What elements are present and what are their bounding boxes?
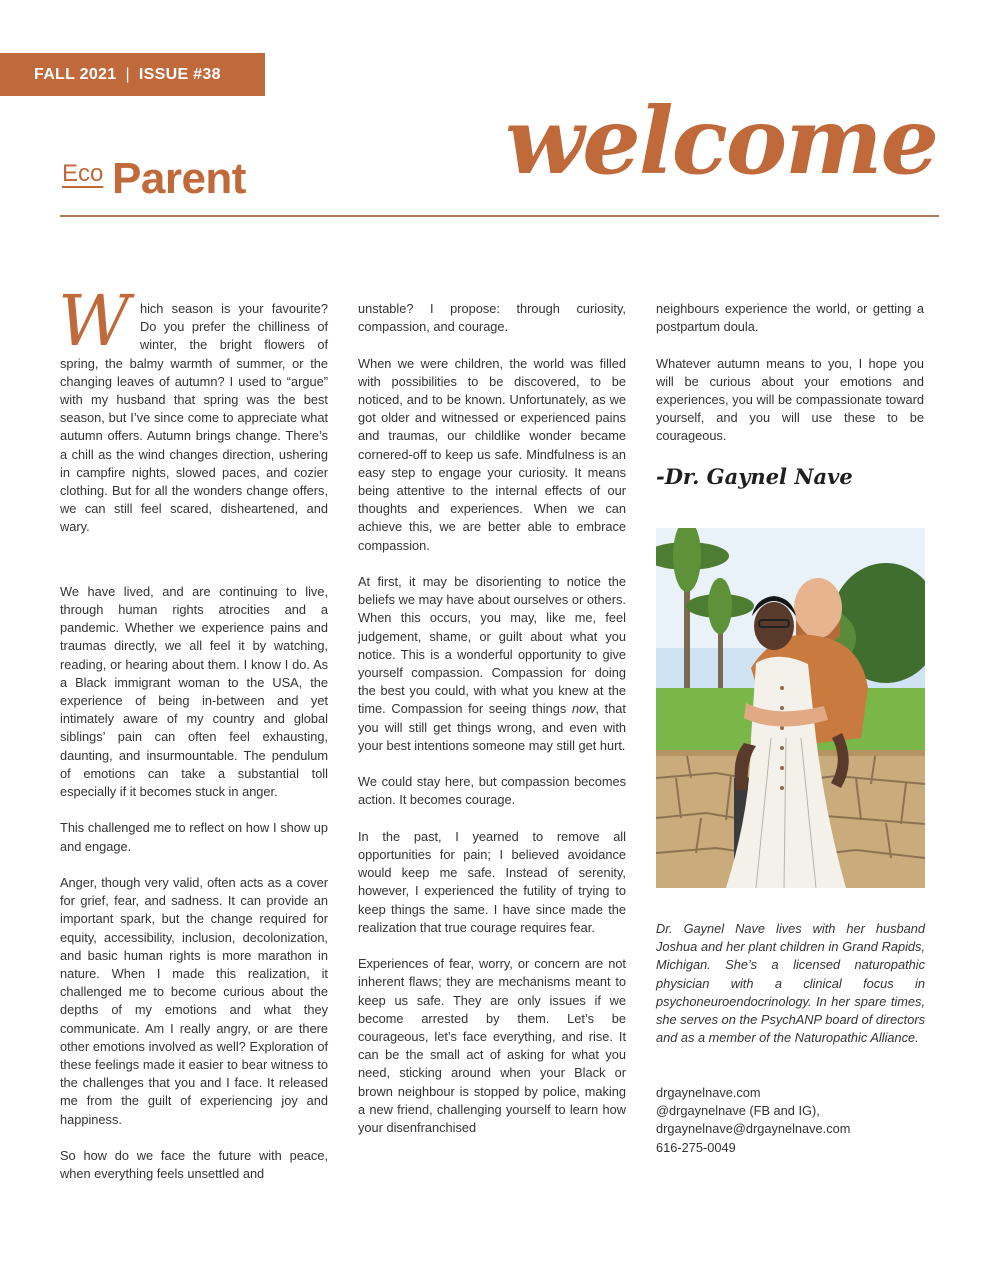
paragraph-text: , that you will still get things wrong, and even with your best intentions someone may still get hurt. [358, 701, 626, 753]
emphasis: now [571, 701, 596, 717]
paragraph: We have lived, and are continuing to live, through human rights atrocities and a pandemic. Whether we experience pains and traumas directly, we all feel it by watching, reading, or hearing about them. I know I do. As a Black immigrant woman to the USA, the experience of being in-between and yet intimately aware of my country and global siblings’ pain can often feel exhausting, daunting, and insurmountable. The pendulum of emotions can take a substantial toll especially if it becomes stuck in anger. [60, 583, 328, 800]
page-title: welcome [505, 87, 937, 195]
issue-separator: | [125, 65, 130, 83]
paragraph: This challenged me to reflect on how I show up and engage. [60, 820, 328, 854]
logo-eco: Eco [62, 160, 104, 187]
author-bio: Dr. Gaynel Nave lives with her husband Joshua and her plant children in Grand Rapids, Michigan. She’s a licensed naturopathic physician with a clinical focus in psychoneuroendocrinology. In her spare times, she serves on the PsychANP board of directors and as a member of the Naturopathic Alliance. [656, 921, 925, 1046]
contact-social[interactable]: @drgaynelnave (FB and IG), [656, 1103, 820, 1119]
contact-website[interactable]: drgaynelnave.com [656, 1085, 761, 1100]
issue-number: ISSUE #38 [138, 65, 221, 83]
paragraph: When we were children, the world was filled with possibilities to be discovered, to be noticed, and to be known. Unfortunately, as we got older and witnessed or experienced pains and traumas, our childlike wonder became cornered-off to keep us safe. Mindfulness is an easy step to engage your curiosity. It means being attentive to the internal effects of our thoughts and experiences. When we can achieve this, we are better able to embrace compassion. [358, 355, 626, 553]
paragraph: unstable? I propose: through curiosity, compassion, and courage. [358, 301, 626, 335]
paragraph-text: hich season is your favourite? Do you prefer the chilliness of winter, the bright flowers of spring, the balmy warmth of summer, or the changing leaves of autumn? I used to “argue” with my husband that spring was the best season, but I’ve since come to appreciate what autumn offers. Autumn brings change. There’s a chill as the wind changes direction, ushering in campfire nights, slowed paces, and cozier clothing. But for all the wonders change offers, we can still feel scared, disheartened, and wary. [60, 301, 328, 535]
drop-cap: W [58, 280, 130, 362]
paragraph: So how do we face the future with peace, when everything feels unsettled and [60, 1148, 328, 1182]
author-contact [656, 1084, 925, 1157]
article-column-1 [58, 280, 328, 1202]
author-photo [656, 528, 925, 888]
spacer [60, 555, 328, 583]
contact-phone[interactable]: 616-275-0049 [656, 1139, 736, 1155]
paragraph: We could stay here, but compassion becomes action. It becomes courage. [358, 774, 626, 808]
article-column-3 [656, 300, 924, 489]
paragraph: Experiences of fear, worry, or concern are not inherent flaws; they are mechanisms meant to keep us safe. They are only issues if we become arrested by them. Let’s be courageous, let’s face everything, and rise. It can be the small act of asking for what you need, sticking around when your Black or brown neighbour is stopped by police, making a new friend, challenging yourself to learn how your disenfranchised [358, 956, 626, 1136]
paragraph: Whatever autumn means to you, I hope you will be curious about your emotions and experiences, you will be compassionate toward yourself, and you will use these to be courageous. [656, 355, 924, 444]
contact-email[interactable]: drgaynelnave@drgaynelnave.com [656, 1121, 851, 1137]
paragraph: In the past, I yearned to remove all opportunities for pain; I believed avoidance would keep me safe. Instead of serenity, however, I experienced the futility of trying to keep things the same. I have since made the realization that true courage requires fear. [358, 828, 626, 935]
header-divider [60, 215, 939, 217]
article-column-2 [358, 300, 626, 1155]
logo-parent: Parent [112, 154, 246, 203]
issue-season: FALL 2021 [34, 65, 117, 83]
issue-banner [0, 53, 265, 96]
author-signature: -Dr. Gaynel Nave [656, 463, 853, 489]
paragraph-text: At first, it may be disorienting to notice the beliefs we may have about ourselves or others. When this occurs, you may, like me, feel judgement, shame, or guilt about what you notice. This is a wonderful opportunity to give yourself compassion. Compassion for doing the best you could, with what you knew at the time. Compassion for seeing things [358, 574, 626, 717]
paragraph: Anger, though very valid, often acts as a cover for grief, fear, and sadness. It can provide an important spark, but the change required for equity, accessibility, inclusion, decolonization, and basic human rights is more marathon in nature. When I made this realization, it challenged me to become curious about the depths of my emotions and what they communicate. Am I really angry, or are there other emotions involved as well? Exploration of these feelings made it easier to bear witness to the challenges that you and I face. It released me from the guilt of experiencing joy and happiness. [60, 875, 328, 1127]
paragraph: neighbours experience the world, or getting a postpartum doula. [656, 301, 924, 335]
paragraph [58, 280, 328, 537]
paragraph [358, 573, 626, 755]
